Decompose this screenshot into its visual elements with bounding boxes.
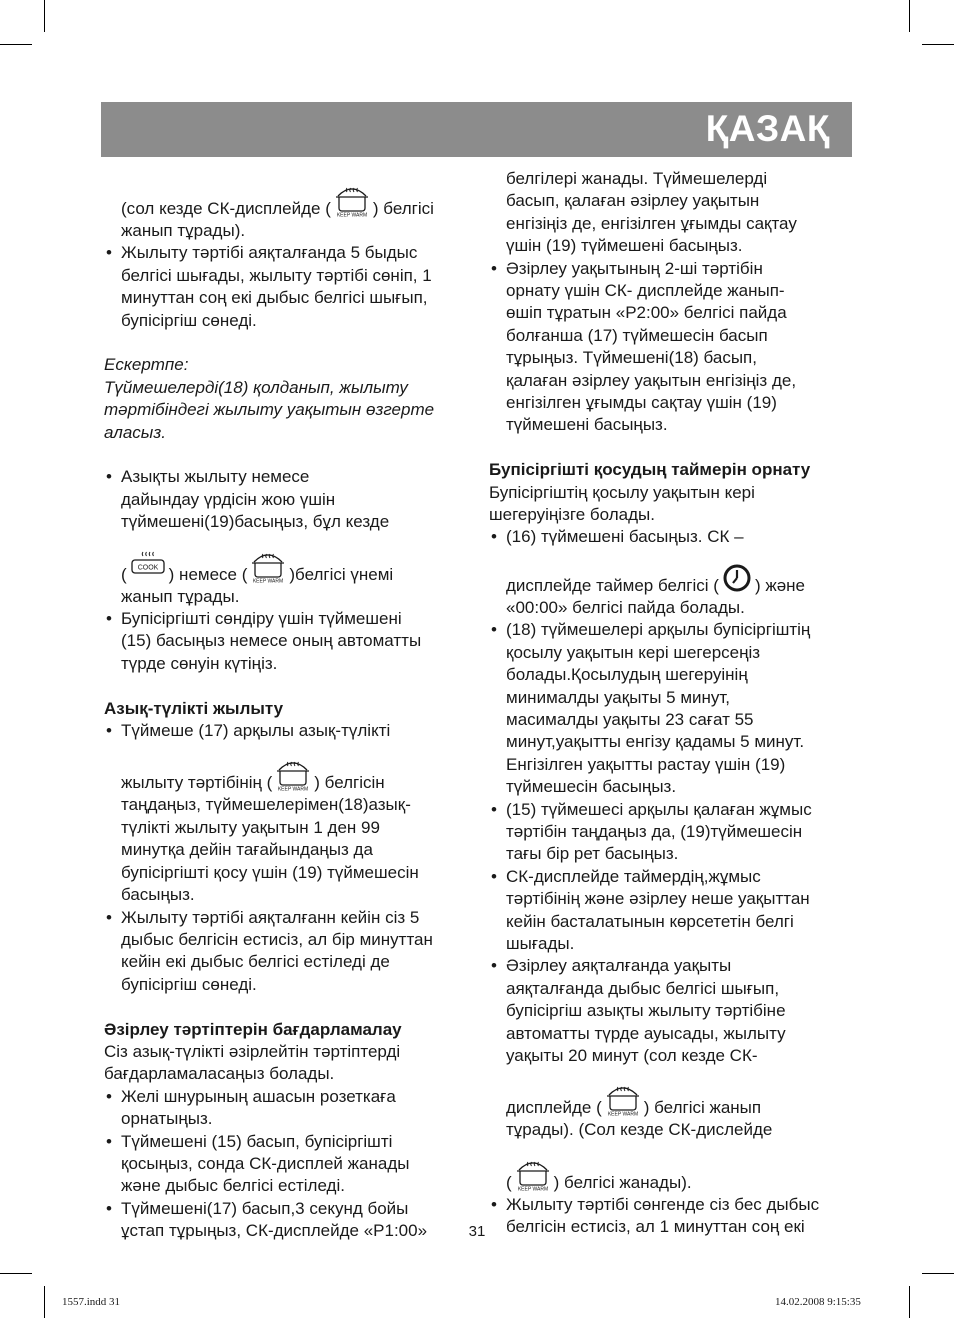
text-line: қосылу уақытын кері шегерсеңіз [506,642,761,662]
text: жылыту тәртібінің ( [121,773,273,793]
text-line: үшін (19) түймешені басыңыз. [506,236,743,256]
text-line: • Азықты жылыту немесе [121,467,310,487]
keep-warm-icon [513,1156,553,1192]
text-line: Енгізілген уақытты растау үшін (19) [506,754,786,774]
text-line: жанып тұрады. [121,586,240,606]
text-line: минут,уақытты енгізу қадамы 5 минут. [506,732,805,752]
svg-text:COOK: COOK [137,564,158,572]
text-line: • Әзірлеу уақытының 2-ші тәртібін [506,258,763,278]
text-line: болғанша (17) түймешесін басып [506,325,768,345]
crop-mark [909,0,910,32]
text-line: Түймешелерді(18) қолданып, жылыту [104,377,408,397]
text-line: • Әзірлеу аяқталғанда уақыты [506,956,732,976]
text-line: бупісіргіш сөнеді. [121,310,257,330]
text-line: таңдаңыз, түймешелерімен(18)азық- [121,795,411,815]
text-line: тәртібіндегі жылыту уақытын өзгерте [104,400,435,420]
svg-text:KEEP WARM: KEEP WARM [336,212,368,218]
svg-text:KEEP WARM: KEEP WARM [607,1111,638,1118]
bullet-item: • (16) түймешені басыңыз. СК – [489,526,851,548]
cook-icon [128,548,168,584]
text-line: кейін екі дыбыс белгісі естіледі де [121,952,390,972]
text-line: • СК-дисплейде таймердің,жұмыс [506,866,761,886]
text-line: бағдарламаласаңыз болады. [104,1064,335,1084]
text: ) белгісі жанып [643,1098,762,1118]
page-title: ҚАЗАҚ [705,108,830,149]
text-line: (15) басыңыз немесе оның автоматты [121,631,422,651]
text-line: • Бупісіргішті сөндіру үшін түймешені [121,609,402,629]
text-line: Бупісіргіштің қосылу уақытын кері [489,482,755,502]
text: )белгісі үнемі [289,564,394,584]
text-line: болады.Қосылудың шегеруінің [506,665,748,685]
right-column [489,168,851,1239]
text-line: бупісіргіш азықты жылыту тәртібіне [506,1001,786,1021]
text-line [104,168,470,220]
text-line: • Түймешені(17) басып,3 секунд бойы [121,1198,409,1218]
text-line: Сіз азық-түлікті әзірлейтін тәртіптерді [104,1041,401,1061]
text-line: орнату үшін СК- дисплейде жанып- [506,281,785,301]
text-line: басып, қалаған әзірлеу уақытын [506,191,760,211]
text-line: жанып тұрады). [121,221,246,240]
bullet-item [489,258,851,437]
bullet-item [104,466,470,533]
keep-warm-icon [603,1081,643,1117]
crop-mark [909,1286,910,1318]
crop-mark [0,1273,32,1274]
text-line: тұрыңыз. Түймешені(18) басып, [506,348,757,368]
bullet-item [104,907,470,997]
crop-mark [922,1273,954,1274]
svg-text:KEEP WARM: KEEP WARM [517,1186,548,1192]
bullet-item [489,955,851,1067]
text-line: • Жылыту тәртібі аяқталғанда 5 быдыс [121,243,418,263]
text-line: ұстап тұрыңыз, СК-дисплейде «P1:00» [121,1221,428,1241]
text-line: аласыз. [104,422,166,442]
text-line: басыңыз. [121,885,195,905]
note-title: Ескертпе: [104,355,189,375]
text-line: • Жылыту тәртібі аяқталғанн кейін сіз 5 [121,907,420,927]
crop-mark [922,44,954,45]
bullet-item: • Түймеше (17) арқылы азық-түлікті [104,720,470,742]
bullet-item [489,619,851,798]
text: ) белгісі жанады). [553,1172,692,1192]
text-line: дайындау үрдісін жою үшін [121,489,336,509]
bullet-item [104,1131,470,1198]
text-line: түлікті жылыту уақытын 1 ден 99 [121,817,380,837]
text-line: • Түймешені (15) басып, бупісіргішті [121,1131,393,1151]
paragraph [104,1041,470,1086]
text-line: белгілері жанады. Түймешелерді [506,169,768,188]
footer-file: 1557.indd 31 [62,1296,121,1308]
section-heading: Азық-түлікті жылыту [104,698,284,718]
text-line: түрде сөнуін күтіңіз. [121,653,278,673]
text-line: • Жылыту тәртібі сөнгенде сіз бес дыбыс [506,1194,820,1214]
text-line: кейін басталатынын көрсететін белгі [506,911,794,931]
text-line: тәртібін таңдаңыз да, (19)түймешесін [506,821,803,841]
text-line: қосыңыз, сонда СК-дисплей жанады [121,1153,410,1173]
text-line: шығады. [506,933,575,953]
text-line: тәртібінің және әзірлеу неше уақыттан [506,889,810,909]
text-line: • (15) түймешесі арқылы қалаған жұмыс [506,799,812,819]
footer-datetime: 14.02.2008 9:15:35 [775,1296,861,1308]
bullet-item [489,866,851,956]
text: дисплейде ( [506,1098,602,1118]
text: дисплейде таймер белгісі ( [506,575,719,595]
left-column [104,168,470,1243]
text-line: өшіп тұратын «P2:00» белгісі пайда [506,303,787,323]
section-heading: Бупісіргішті қосудың таймерін орнату [489,460,811,480]
text-line: минутқа дейін тағайындаңыз да [121,840,373,860]
text: ) және [754,575,806,595]
keep-warm-icon [273,756,313,792]
text: ( [506,1172,512,1192]
bullet-item [489,799,851,866]
text-line: тағы бір рет басыңыз. [506,844,679,864]
text-line: түймешені(19)басыңыз, бұл кезде [121,512,390,532]
text-line: масималды уақыты 23 сағат 55 [506,709,754,729]
language-header [101,102,852,157]
text-line: тұрады). (Сол кезде СК-дислейде [506,1120,773,1140]
text-line: бупісіргіш сөнеді. [121,974,257,994]
timer-icon [722,563,752,593]
text-line [104,742,470,794]
text-block [489,168,851,258]
svg-text:KEEP WARM: KEEP WARM [278,786,309,793]
text-line [489,1142,851,1194]
text: ) белгісін [314,773,385,793]
text-line: қалаған әзірлеу уақытын енгізіңіз де, [506,370,797,390]
text-line: енгізілген ұғымды сақтау үшін (19) [506,393,777,413]
text-line: минуттан соң екі дыбыс белгісі шығып, [121,288,428,308]
text-line: түймешені басыңыз. [506,415,668,435]
text-line [104,534,470,586]
text-line: шегеруіңізге болады. [489,505,655,525]
text-line: белгісін естисіз, ал 1 минуттан соң екі [506,1217,805,1237]
text: (сол кезде СК-дисплейде ( [121,199,331,218]
text-line: • Желі шнурының ашасын розеткаға [121,1086,396,1106]
keep-warm-icon [332,182,372,218]
text-line: түймешесін басыңыз. [506,777,677,797]
text-line: бупісіргішті қосу үшін (19) түймешесін [121,862,419,882]
text-line: аяқталғанда дыбыс белгісі шығып, [506,978,780,998]
text-line [489,1067,851,1119]
crop-mark [44,1286,45,1318]
text-line: белгісі шығады, жылыту тәртібі сөніп, 1 [121,265,432,285]
text: ( [121,564,127,584]
page-number: 31 [468,1223,486,1240]
text-line: • (18) түймешелері арқылы бупісіргіштің [506,620,811,640]
text-line: автоматты түрде ауысады, жылыту [506,1023,786,1043]
text-line: дыбыс белгісін естисіз, ал бір минуттан [121,929,433,949]
svg-text:KEEP WARM: KEEP WARM [253,578,284,584]
text: ) белгісі [372,199,434,218]
text-block [104,794,470,906]
bullet-item [104,242,470,332]
text-line: уақыты 20 минут (сол кезде СК- [506,1046,758,1066]
text-line: «00:00» белгісі пайда болады. [506,597,745,617]
crop-mark [44,0,45,32]
keep-warm-icon [248,548,288,584]
text: ) немесе ( [168,564,248,584]
text-line: минималды уақыты 5 минут, [506,687,731,707]
text-line: және дыбыс белгісі естіледі. [121,1176,345,1196]
text-line: енгізіңіз де, енгізілген ұғымды сақтау [506,213,797,233]
text-line [489,549,851,597]
bullet-item [104,608,470,675]
note-text [104,377,470,444]
paragraph [489,482,851,527]
crop-mark [0,44,32,45]
text-line: орнатыңыз. [121,1109,213,1129]
bullet-item [104,1086,470,1131]
section-heading: Әзірлеу тәртіптерін бағдарламалау [104,1019,402,1039]
